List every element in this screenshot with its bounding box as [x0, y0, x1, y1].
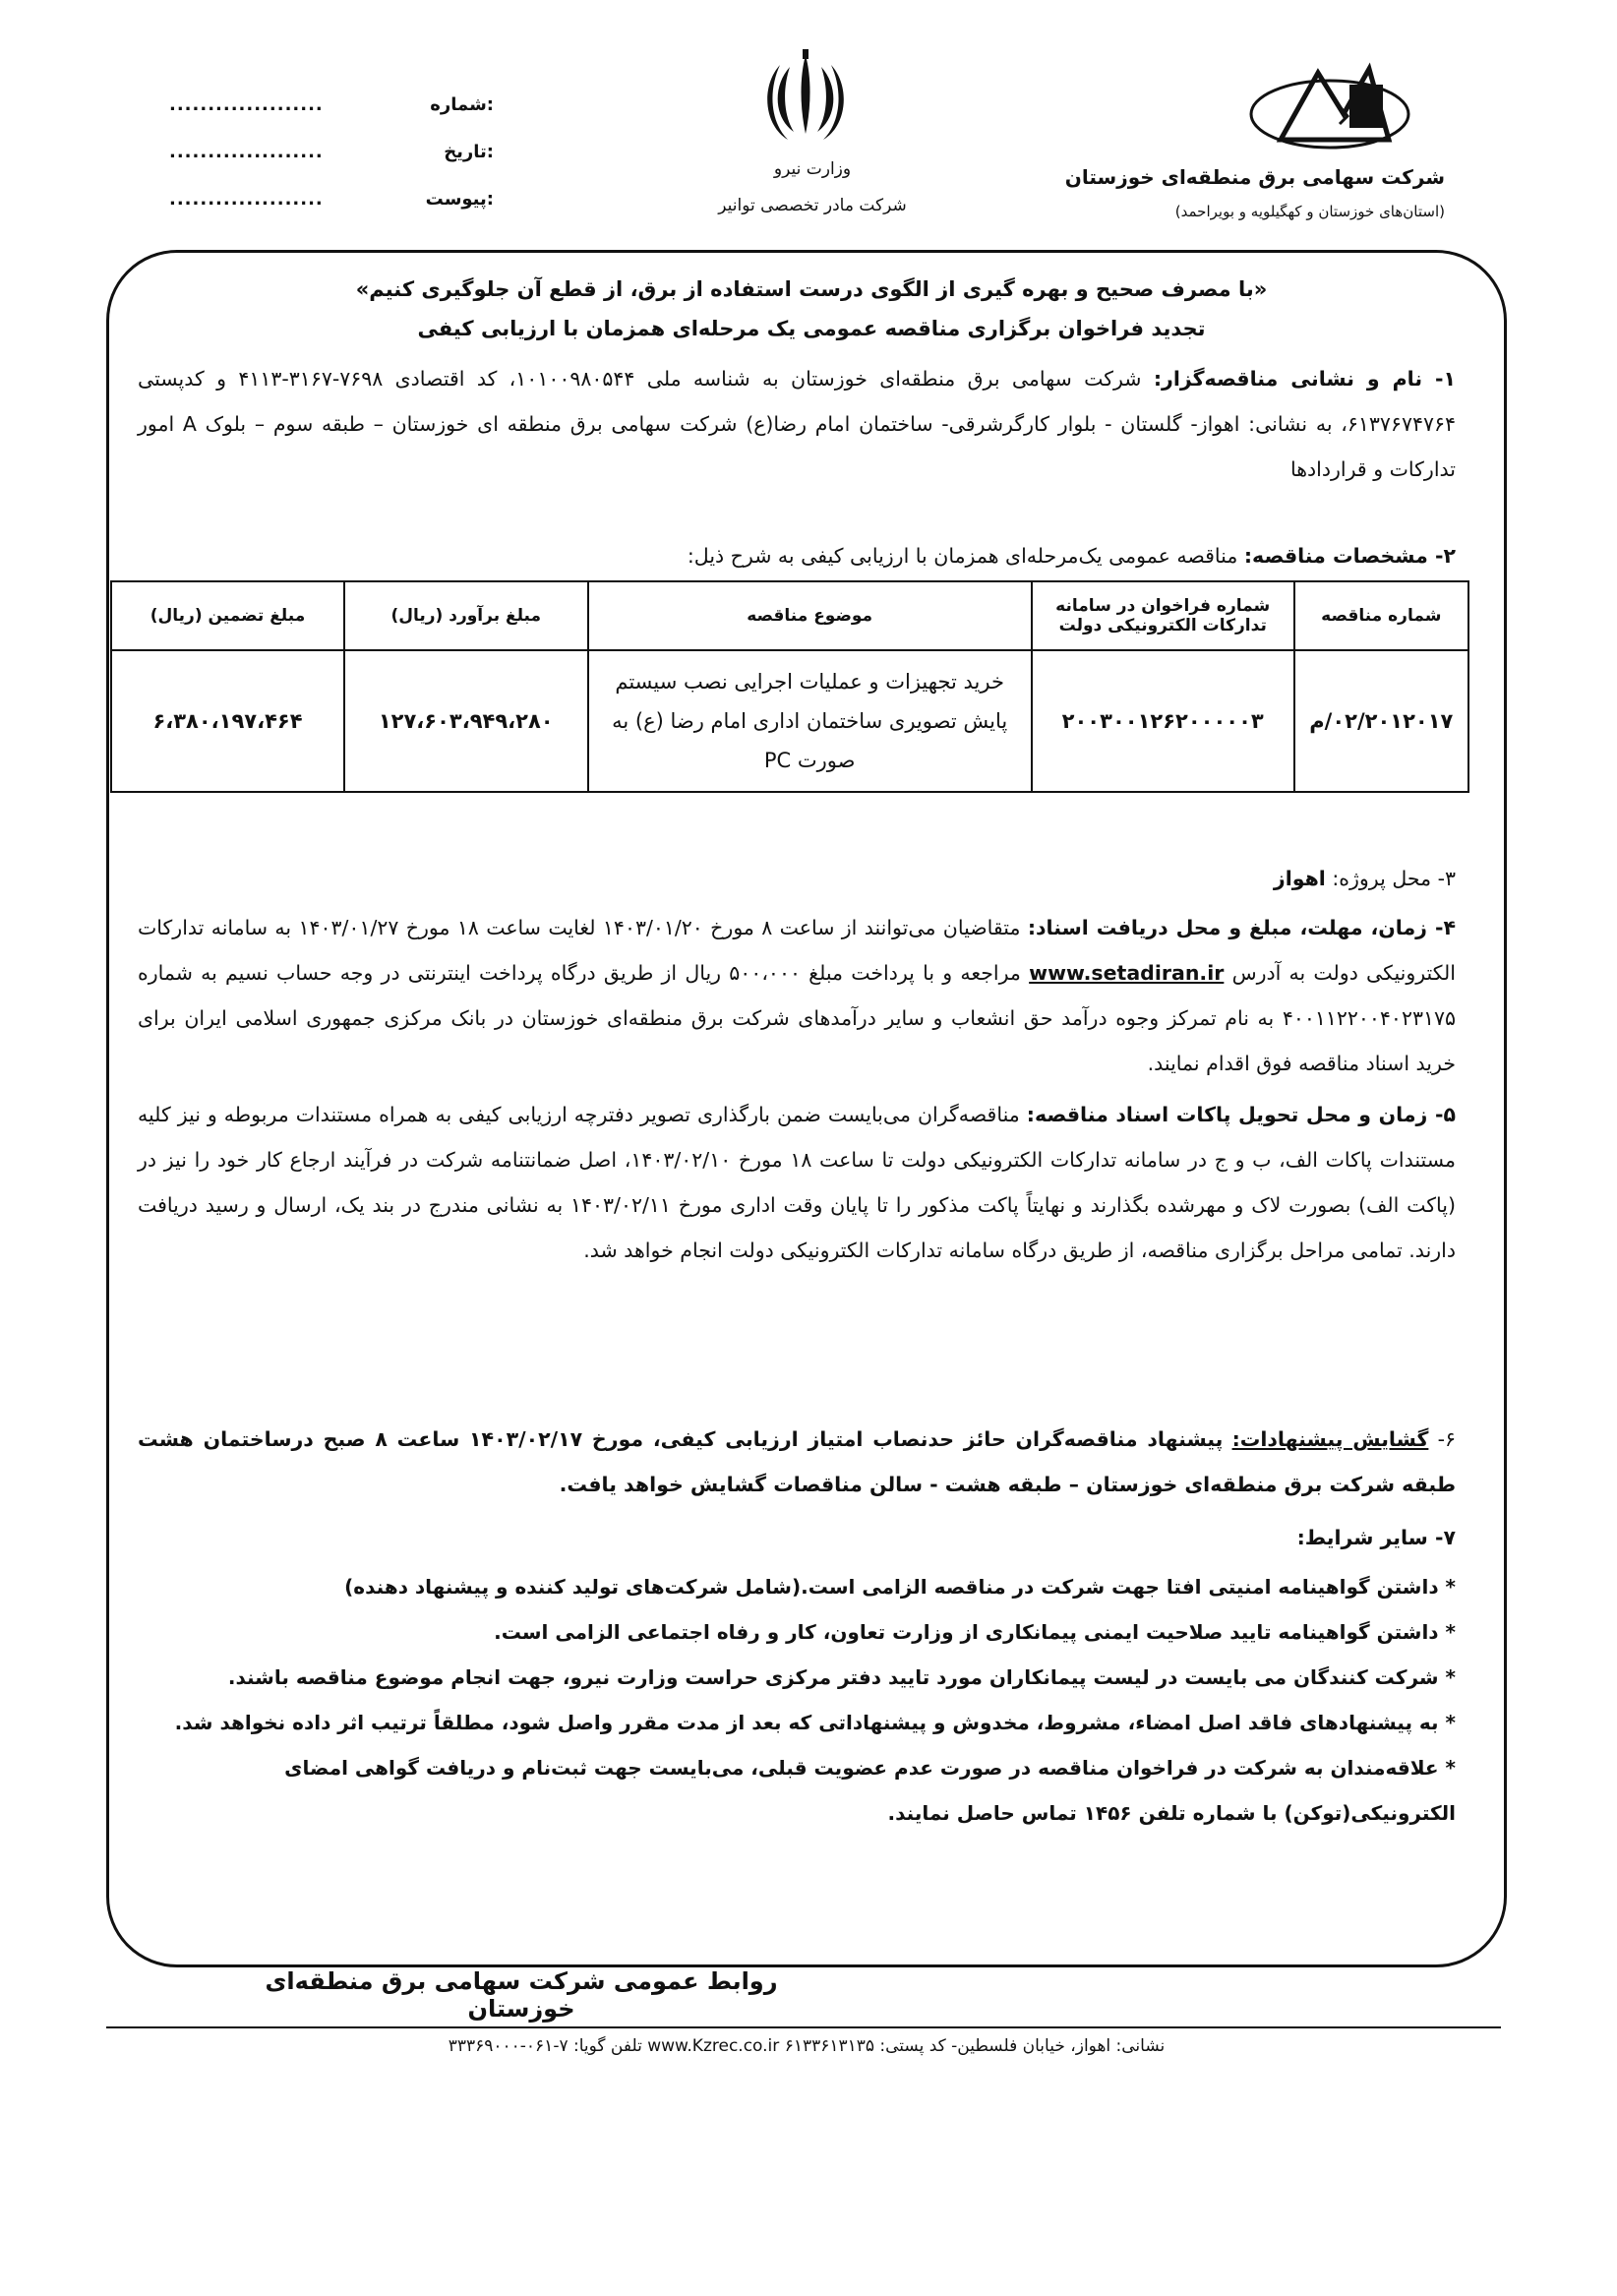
section-5: [138, 1092, 1456, 1273]
company-subtitle: (استان‌های خوزستان و کهگیلویه و بویراحمد): [1174, 203, 1445, 220]
letter-date-row: [169, 142, 494, 162]
section-5-label: ۵- زمان و محل تحویل پاکات اسناد مناقصه:: [1026, 1103, 1456, 1126]
section-3-value: اهواز: [1273, 867, 1326, 890]
section-1-label: ۱- نام و نشانی مناقصه‌گزار:: [1153, 367, 1456, 391]
company-name: شرکت سهامی برق منطقه‌ای خوزستان: [1064, 165, 1445, 189]
section-7: [138, 1515, 1456, 1560]
letter-number-label: :شماره: [430, 94, 494, 115]
section-4-text-b: مراجعه و با پرداخت مبلغ ۵۰۰،۰۰۰ ریال از طریق درگاه پرداخت اینترنتی در وجه حساب نسیم به شماره ۴۰۰۱۱۲۲۰۰۴۰۲۳۱۷۵ به نام تمرکز وجوه درآمد حق انشعاب و سایر درآمدهای شرکت برق منطقه‌ای خوزستان در بانک مرکزی جمهوری اسلامی ایران برای خرید اسناد مناقصه فوق اقدام نمایند.: [138, 961, 1456, 1075]
letter-attachment-row: [169, 189, 494, 210]
condition-item: * علاقه‌مندان به شرکت در فراخوان مناقصه در صورت عدم عضویت قبلی، می‌بایست جهت ثبت‌نام و دریافت گواهی امضای الکترونیکی(توکن) با شماره تلفن ۱۴۵۶ تماس حاصل نمایند.: [284, 1756, 1456, 1825]
section-6-label: گشایش پیشنهادات:: [1231, 1427, 1429, 1451]
ministry-subtitle: شرکت مادر تخصصی توانیر: [718, 196, 907, 215]
section-4-label: ۴- زمان، مهلت، مبلغ و محل دریافت اسناد:: [1027, 916, 1456, 939]
footer-divider: [106, 2026, 1501, 2028]
section-7-label: ۷- سایر شرایط:: [1296, 1526, 1456, 1549]
section-3-label: ۳- محل پروژه:: [1332, 867, 1456, 890]
section-2-label: ۲- مشخصات مناقصه:: [1243, 544, 1456, 568]
notice-title: تجدید فراخوان برگزاری مناقصه عمومی یک مرحله‌ای همزمان با ارزیابی کیفی: [417, 317, 1206, 340]
letter-date-label: :تاریخ: [444, 142, 494, 162]
table-header: شماره فراخوان در سامانه تدارکات الکترونیکی دولت: [1032, 581, 1294, 650]
condition-item: * به پیشنهادهای فاقد اصل امضاء، مشروط، مخدوش و پیشنهاداتی که بعد از مدت مقرر واصل شود، مطلقاً ترتیب اثر داده نخواهد شد.: [174, 1711, 1456, 1734]
public-relations-signature: روابط عمومی شرکت سهامی برق منطقه‌ای خوزستان: [265, 1967, 778, 2023]
table-header: شماره مناقصه: [1294, 581, 1468, 650]
table-cell-tender-number: ۰۲/۲۰۱۲۰۱۷/م: [1294, 650, 1468, 792]
letter-attachment-value: ....................: [169, 189, 324, 210]
letter-number-row: [169, 94, 494, 115]
section-4-text-a: متقاضیان می‌توانند از ساعت ۸ مورخ ۱۴۰۳/۰۱/۲۰ لغایت ساعت ۱۸ مورخ ۱۴۰۳/۰۱/۲۷ به سامانه تدارکات الکترونیکی دولت به آدرس: [138, 916, 1456, 985]
table-header: موضوع مناقصه: [588, 581, 1032, 650]
company-logo-icon: [1241, 55, 1418, 163]
letter-attachment-label: :پیوست: [425, 189, 494, 210]
section-2-text: مناقصه عمومی یک‌مرحله‌ای همزمان با ارزیابی کیفی به شرح ذیل:: [687, 544, 1238, 568]
section-2: [138, 533, 1456, 578]
section-6-number: ۶-: [1437, 1427, 1456, 1451]
section-6: [138, 1417, 1456, 1507]
ministry-name: وزارت نیرو: [773, 159, 852, 179]
table-row: [111, 650, 1468, 792]
section-1: [138, 356, 1456, 492]
section-1-text: شرکت سهامی برق منطقه‌ای خوزستان به شناسه ملی ۱۰۱۰۰۹۸۰۵۴۴، کد اقتصادی ۷۶۹۸-۳۱۶۷-۴۱۱۳ و کدپستی ۶۱۳۷۶۷۴۷۶۴، به نشانی: اهواز- گلستان - بلوار کارگرشرقی- ساختمان امام رضا(ع) شرکت سهامی برق منطقه ای خوزستان – طبقه سوم – بلوک A امور تدارکات و قراردادها: [138, 367, 1456, 481]
table-header-row: [111, 581, 1468, 650]
section-6-text: پیشنهاد مناقصه‌گران حائز حدنصاب امتیاز ارزیابی کیفی، مورخ ۱۴۰۳/۰۲/۱۷ ساعت ۸ صبح درساختمان هشت طبقه شرکت برق منطقه‌ای خوزستان – طبقه هشت - سالن مناقصات گشایش خواهد یافت.: [138, 1427, 1456, 1496]
table-cell-subject: خرید تجهیزات و عملیات اجرایی نصب سیستم پایش تصویری ساختمان اداری امام رضا (ع) به صورت PC: [588, 650, 1032, 792]
table-cell-call-number: ۲۰۰۳۰۰۱۲۶۲۰۰۰۰۰۳: [1032, 650, 1294, 792]
letter-number-value: ....................: [169, 94, 324, 115]
setadiran-link[interactable]: www.setadiran.ir: [1029, 961, 1225, 985]
letter-date-value: ....................: [169, 142, 324, 162]
tender-table: [110, 580, 1469, 793]
table-header: مبلغ تضمین (ریال): [111, 581, 344, 650]
section-4: [138, 905, 1456, 1086]
table-cell-guarantee: ۶،۳۸۰،۱۹۷،۴۶۴: [111, 650, 344, 792]
section-3: [138, 856, 1456, 901]
condition-item: * شرکت کنندگان می بایست در لیست پیمانکاران مورد تایید دفتر مرکزی حراست وزارت نیرو، جهت انجام موضوع مناقصه باشند.: [227, 1665, 1456, 1689]
footer-address: نشانی: اهواز، خیابان فلسطین- کد پستی: ۶۱۳۳۶۱۳۱۳۵ www.Kzrec.co.ir تلفن گویا: ۷-۰۶۱-۳۳۳۶۹۰۰۰: [448, 2036, 1166, 2056]
slogan: «با مصرف صحیح و بهره گیری از الگوی درست استفاده از برق، از قطع آن جلوگیری کنیم»: [355, 277, 1268, 301]
table-cell-estimate: ۱۲۷،۶۰۳،۹۴۹،۲۸۰: [344, 650, 588, 792]
condition-item: * داشتن گواهینامه تایید صلاحیت ایمنی پیمانکاری از وزارت تعاون، کار و رفاه اجتماعی الزامی است.: [494, 1620, 1456, 1644]
iran-emblem-icon: [760, 47, 851, 146]
section-5-text: مناقصه‌گران می‌بایست ضمن بارگذاری تصویر دفترچه ارزیابی کیفی به همراه مستندات مربوطه و نیز کلیه مستندات پاکات الف، ب و ج در سامانه تدارکات الکترونیکی دولت تا ساعت ۱۸ مورخ ۱۴۰۳/۰۲/۱۰، اصل ضمانتنامه شرکت در فرآیند ارجاع کار خود را نیز در (پاکت الف) بصورت لاک و مهرشده بگذارند و نهایتاً پاکت مذکور را تا پایان وقت اداری مورخ ۱۴۰۳/۰۲/۱۱ به نشانی مندرج در بند یک، ارسال و رسید دریافت دارند. تمامی مراحل برگزاری مناقصه، از طریق درگاه سامانه تدارکات الکترونیکی دولت انجام خواهد شد.: [138, 1103, 1456, 1262]
table-header: مبلغ برآورد (ریال): [344, 581, 588, 650]
condition-item: * داشتن گواهینامه امنیتی افتا جهت شرکت در مناقصه الزامی است.(شامل شرکت‌های تولید کننده و پیشنهاد دهنده): [344, 1575, 1456, 1599]
